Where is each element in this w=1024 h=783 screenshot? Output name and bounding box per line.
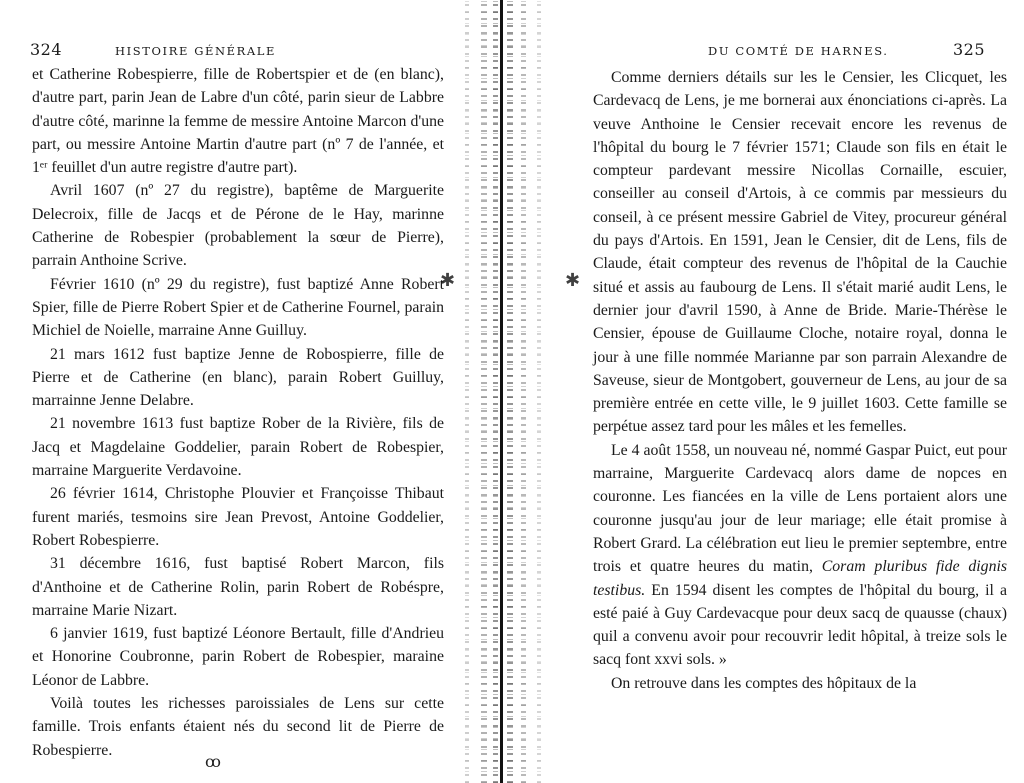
paragraph: 6 janvier 1619, fust baptizé Léonore Bertault, fille d'Andrieu et Honorine Coubronne, parin Robert de Robespier, maraine Léonor de Labbre. [32,625,444,689]
ink-blot: ✱ [565,270,581,291]
paragraph: On retrouve dans les comptes des hôpitaux de la [611,674,917,692]
paragraph-text: Le 4 août 1558, un nouveau né, nommé Gaspar Puict, eut pour marraine, Marguerite Cardevacq alors dame de nopces en couronne. Les fiancées en la ville de Lens portaient alors une couronne jusqu'au jour de leur mariage; elle était promise à Robert Grard. La célébration eut lieu le premier septembre, entre trois et quatre heures du matin, [593,441,1007,576]
gutter-speckle [465,0,469,783]
paragraph: 31 décembre 1616, fust baptisé Robert Marcon, fils d'Anthoine et de Catherine Rolin, parin Robert de Robéspre, marraine Marie Nizart. [32,555,444,619]
right-page-body [593,66,1007,695]
paragraph: Comme derniers détails sur les le Censier, les Clicquet, les Cardevacq de Lens, je me bornerai aux énonciations ci-après. La veuve Anthoine le Censier recevait encore les revenus de l'hôpital du bourg le 7 février 1571; Claude son fils en était le compteur pardevant messire Nicollas Cornaille, escuier, conseiller au conseil d'Artois, à ce commis par messieurs du conseil, à ce présent messire Gabriel de Vitey, procureur général du pays d'Artois. En 1591, Jean le Censier, dit de Lens, fils de Claude, était compteur des revenus de l'hôpital de la Cauchie situé et assis au faubourg de Lens. Il s'était marié audit Lens, le dernier jour d'avril 1590, à Anne de Bride. Marie-Thérèse le Censier, épouse de Guillaume Cloche, notaire royal, donna le jour à une fille nommée Marianne par son parrain Alexandre de Saveuse, sieur de Montgobert, gouverneur de Lens, au jour de sa première entrée en cette ville, le 9 juillet 1603. Cette famille se perpétue assez tard pour les mâles et les femelles. [593,69,1007,436]
latin-phrase: Coram pluribus fide dignis testibus. [593,558,1008,599]
running-head-right: DU COMTÉ DE HARNES. [708,44,889,58]
gutter-speckle [481,0,487,783]
book-spine-line [500,0,503,783]
ink-blot: ✱ [440,270,456,291]
gutter-speckle [507,0,513,783]
right-page [575,0,1024,783]
paragraph-text: En 1594 disent les comptes de l'hôpital du bourg, il a esté paié à Guy Cardevacque pour deux sacq de quausse (chaux) quil a convenu avoir pour recouvrir ledit hôpital, à treize sols le sacq font xxvi sols. » [593,581,1008,669]
gutter-speckle [493,0,498,783]
paragraph: et Catherine Robespierre, fille de Robertspier et de (en blanc), d'autre part, parin Jean de Labre d'un côté, parin sieur de Labbre d'autre côté, marinne la femme de messire Antoine Marcon d'une part, ou messire Antoine Martin d'autre part (nº 7 de l'année, et 1ᵉʳ feuillet d'un autre registre d'autre part). [32,66,444,177]
gutter-speckle [521,0,526,783]
paragraph: 26 février 1614, Christophe Plouvier et Françoisse Thibaut furent mariés, tesmoins sire Jean Prevost, Antoine Goddelier, Robert Robespierre. [32,485,444,549]
book-gutter [455,0,575,783]
paragraph: 21 mars 1612 fust baptize Jenne de Robospierre, fille de Pierre et de Catherine (en blanc), parain Robert Guilluy, marrainne Jenne Delabre. [32,345,444,410]
gutter-speckle [537,0,541,783]
paragraph: Voilà toutes les richesses paroissiales de Lens sur cette famille. Trois enfants étaient nés du second lit de Pierre de Robespierre. [32,695,444,759]
paragraph: Avril 1607 (nº 27 du registre), baptême de Marguerite Delecroix, fille de Jacqs et de Pérone de le Hay, marinne Catherine de Robespier (probablement la sœur de Pierre), parrain Anthoine Scrive. [32,182,444,270]
page-number-right: 325 [953,40,986,59]
foot-ornament: ꝏ [205,752,221,771]
page-number-left: 324 [30,40,63,59]
left-page-body [32,63,444,762]
running-head-left: HISTOIRE GÉNÉRALE [115,44,277,58]
paragraph: Février 1610 (nº 29 du registre), fust baptizé Anne Robert Spier, fille de Pierre Robert Spier et de Catherine Fournel, parain Michiel de Noielle, marraine Anne Guilluy. [32,275,444,340]
paragraph [593,439,1007,672]
left-page [0,0,455,783]
paragraph: 21 novembre 1613 fust baptize Rober de la Rivière, fils de Jacq et Magdelaine Goddelier, parain Robert de Robespier, marraine Marguerite Verdavoine. [32,415,444,480]
